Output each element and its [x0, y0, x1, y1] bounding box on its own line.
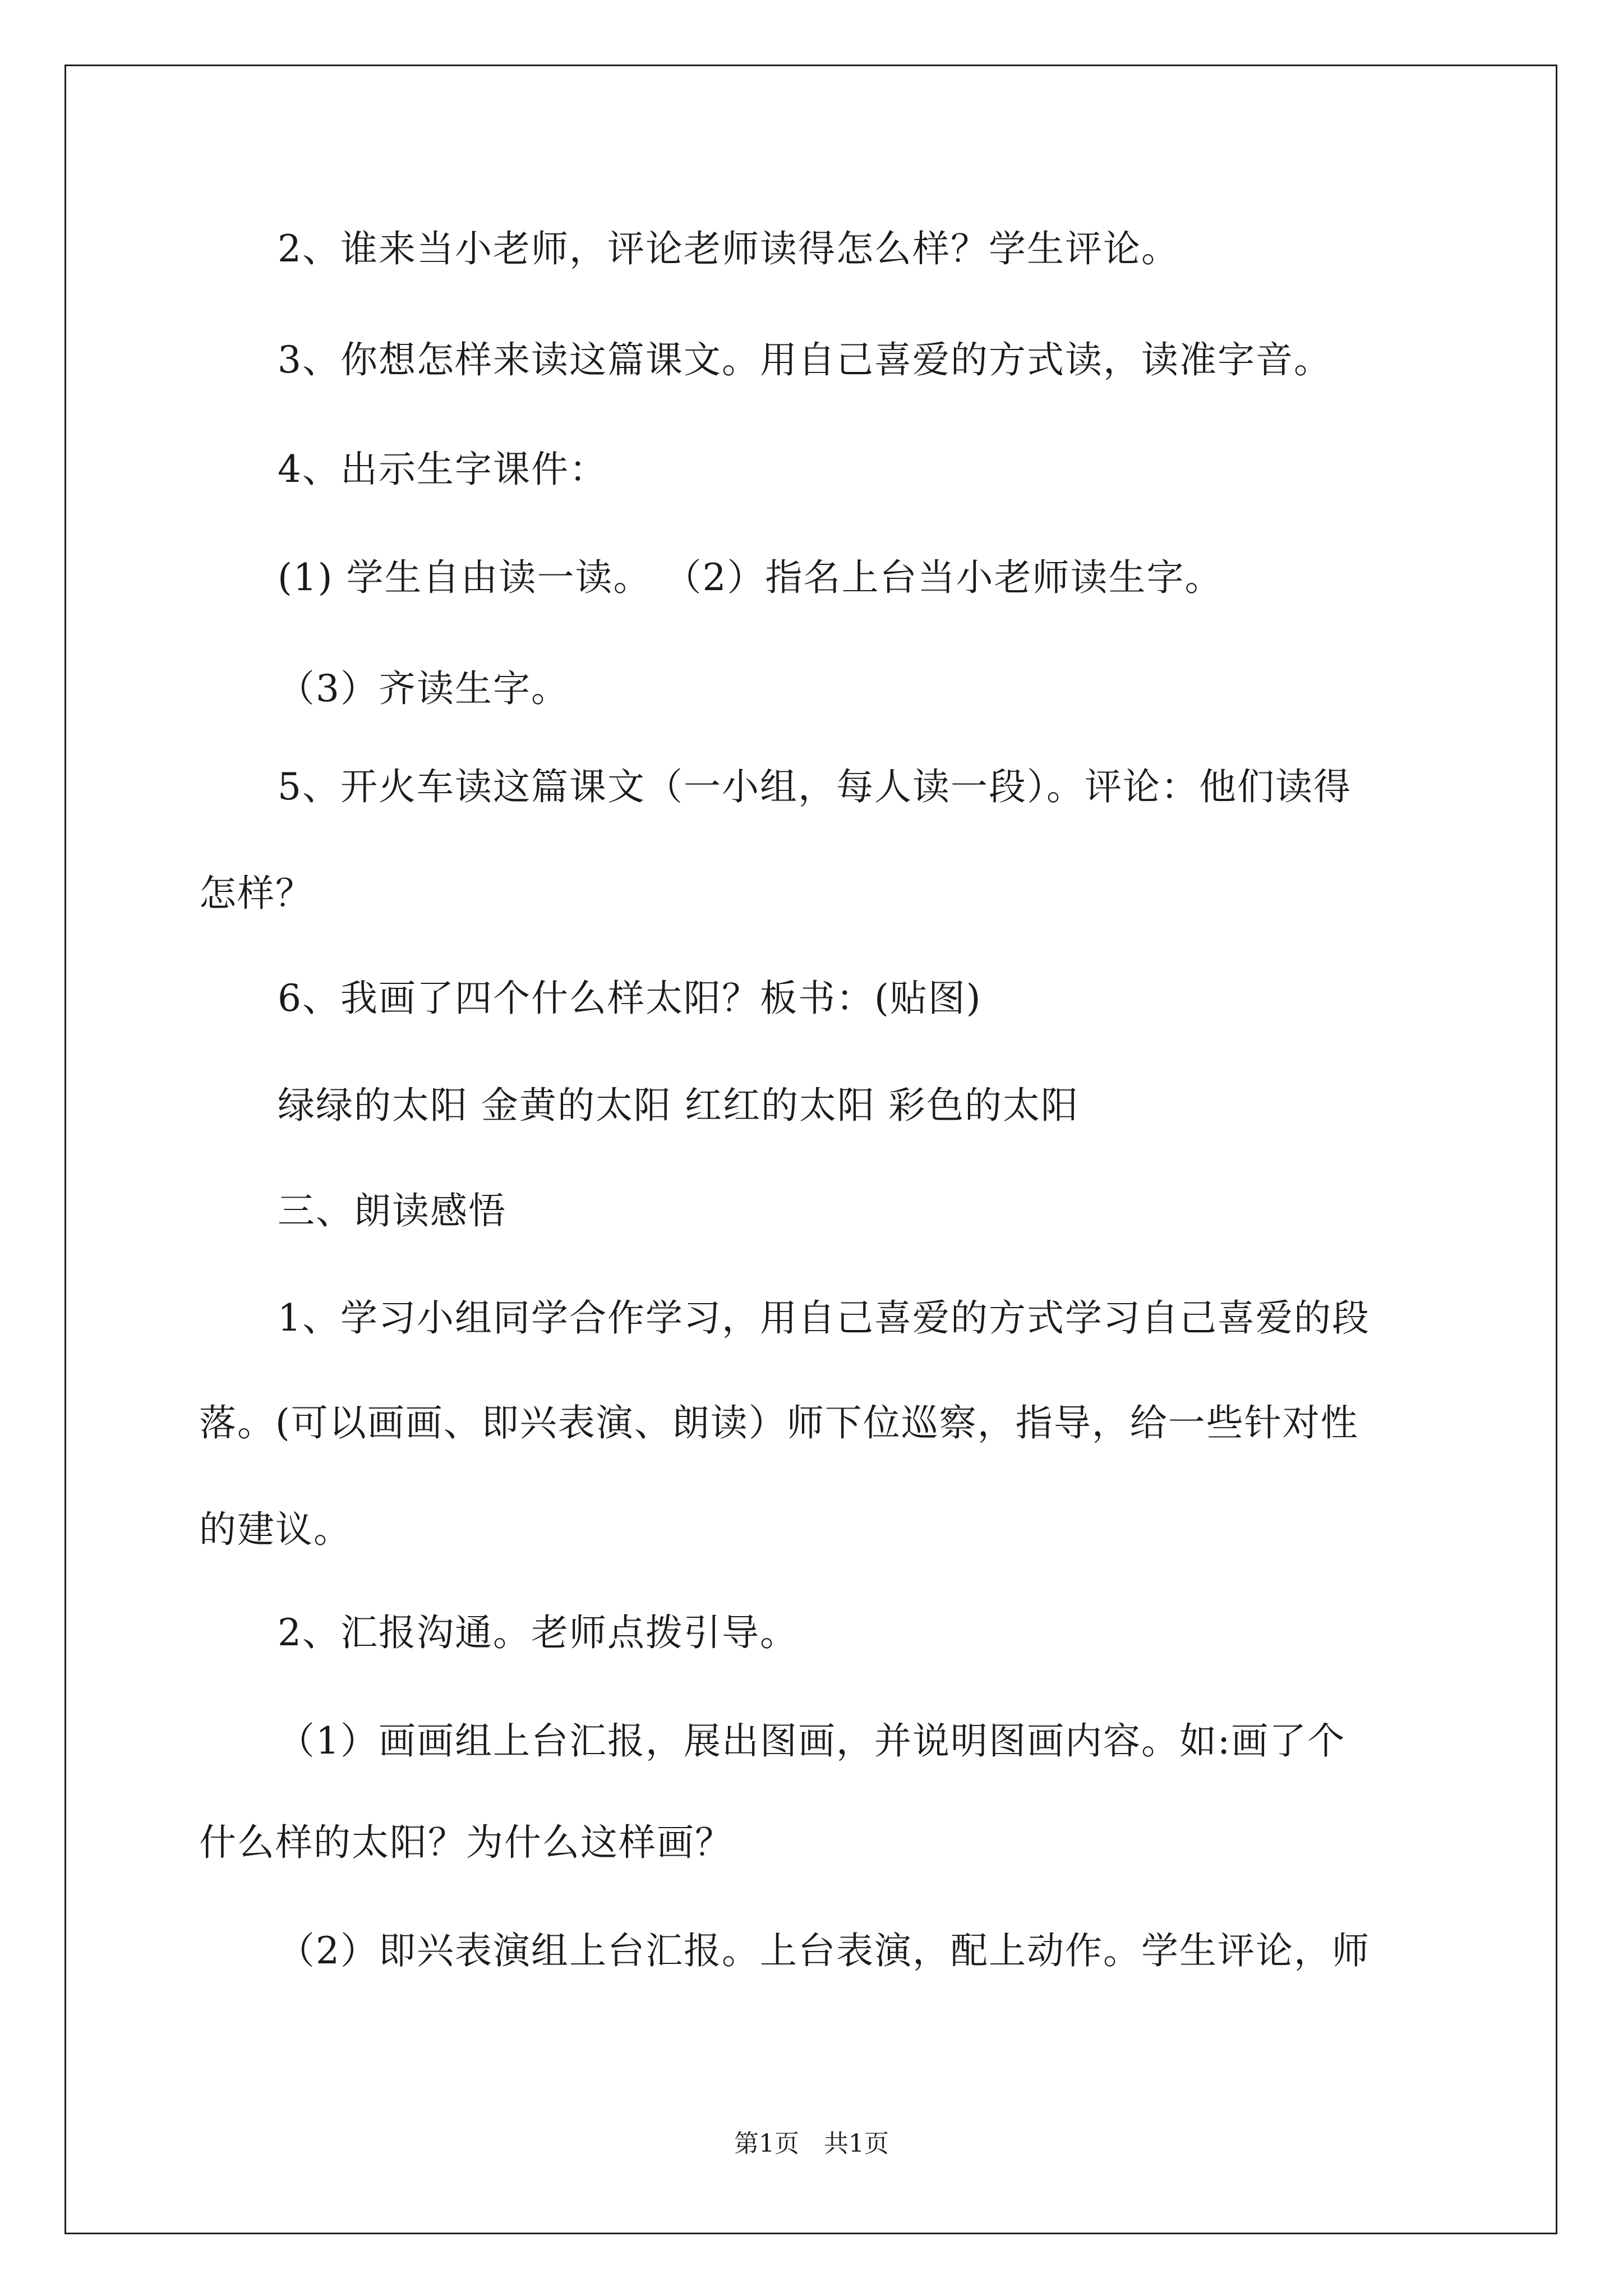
- paragraph-line: (1) 学生自由读一读。 （2）指名上台当小老师读生字。: [278, 556, 1223, 599]
- paragraph-line: （2）即兴表演组上台汇报。上台表演，配上动作。学生评论，师: [278, 1929, 1370, 1972]
- section-heading: 三、朗读感悟: [278, 1189, 506, 1232]
- paragraph-line: 的建议。: [199, 1508, 352, 1551]
- paragraph-line: 3、你想怎样来读这篇课文。用自己喜爱的方式读，读准字音。: [278, 338, 1332, 381]
- paragraph-line: （3）齐读生字。: [278, 667, 569, 710]
- paragraph-line: （1）画画组上台汇报，展出图画，并说明图画内容。如:画了个: [278, 1719, 1346, 1763]
- paragraph-line: 1、学习小组同学合作学习，用自己喜爱的方式学习自己喜爱的段: [278, 1296, 1370, 1340]
- page-number-footer: 第1页 共1页: [734, 2129, 889, 2158]
- paragraph-line: 2、汇报沟通。老师点拨引导。: [278, 1611, 798, 1654]
- paragraph-line: 怎样？: [199, 872, 313, 915]
- paragraph-line: 绿绿的太阳 金黄的太阳 红红的太阳 彩色的太阳: [278, 1084, 1079, 1127]
- page-border: [64, 65, 1557, 2234]
- paragraph-line: 落。(可以画画、即兴表演、朗读）师下位巡察，指导，给一些针对性: [199, 1401, 1359, 1444]
- paragraph-line: 4、出示生字课件：: [278, 448, 607, 491]
- paragraph-line: 2、谁来当小老师，评论老师读得怎么样？学生评论。: [278, 227, 1179, 270]
- paragraph-line: 6、我画了四个什么样太阳？板书：(贴图): [278, 977, 982, 1020]
- paragraph-line: 什么样的太阳？为什么这样画？: [199, 1821, 733, 1864]
- paragraph-line: 5、开火车读这篇课文（一小组，每人读一段）。评论：他们读得: [278, 765, 1352, 808]
